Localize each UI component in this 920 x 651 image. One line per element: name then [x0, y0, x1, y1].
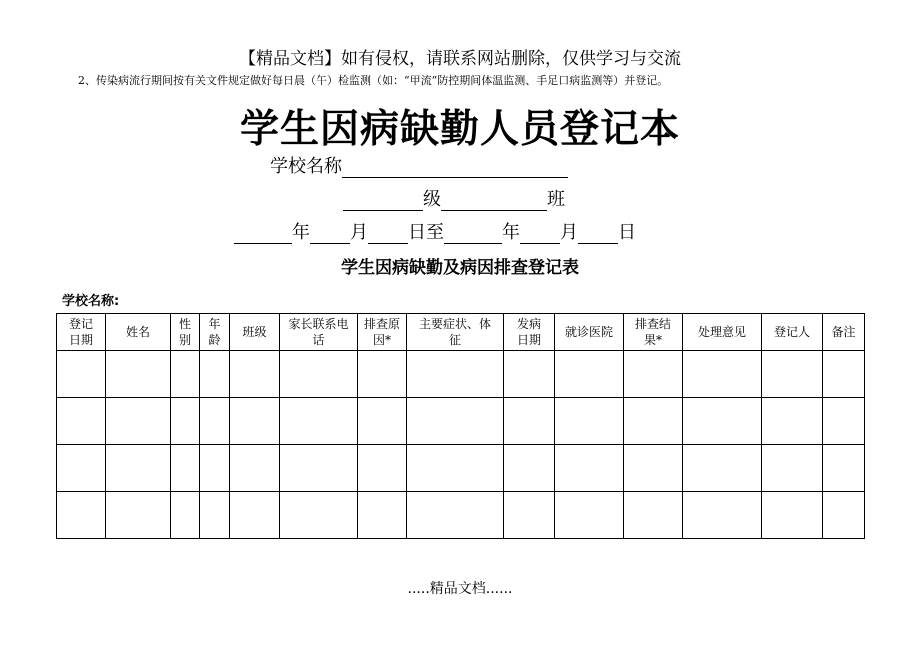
table-cell[interactable]: [171, 351, 200, 398]
start-year-label: 年: [292, 222, 310, 243]
table-cell[interactable]: [407, 351, 504, 398]
end-month-blank[interactable]: [520, 223, 560, 244]
table-cell[interactable]: [106, 398, 171, 445]
start-month-blank[interactable]: [310, 223, 350, 244]
table-cell[interactable]: [504, 445, 555, 492]
col-header: 家长联系电话: [280, 314, 358, 351]
table-cell[interactable]: [823, 398, 865, 445]
col-header: 班级: [230, 314, 280, 351]
table-cell[interactable]: [358, 445, 407, 492]
table-cell[interactable]: [106, 492, 171, 539]
col-header: 姓名: [106, 314, 171, 351]
table-cell[interactable]: [171, 445, 200, 492]
col-header: 就诊医院: [555, 314, 624, 351]
start-day-label: 日至: [408, 222, 444, 243]
table-cell[interactable]: [555, 351, 624, 398]
table-cell[interactable]: [280, 445, 358, 492]
table-cell[interactable]: [504, 351, 555, 398]
end-day-blank[interactable]: [578, 223, 618, 244]
table-cell[interactable]: [407, 445, 504, 492]
table-header-row: [57, 314, 865, 351]
table-cell[interactable]: [624, 398, 683, 445]
form-school-label: 学校名称:: [62, 294, 120, 309]
start-day-blank[interactable]: [368, 223, 408, 244]
table-cell[interactable]: [624, 445, 683, 492]
col-header: 登记人: [762, 314, 823, 351]
class-label: 班: [547, 189, 565, 210]
document-footer: .....精品文档......: [407, 581, 513, 597]
table-cell[interactable]: [106, 351, 171, 398]
table-cell[interactable]: [200, 398, 230, 445]
document-banner: 【精品文档】如有侵权，请联系网站删除，仅供学习与交流: [239, 49, 681, 69]
table-row: [57, 492, 865, 539]
end-day-label: 日: [618, 222, 636, 243]
col-header: 排查结果*: [624, 314, 683, 351]
table-cell[interactable]: [230, 351, 280, 398]
col-header: 备注: [823, 314, 865, 351]
table-cell[interactable]: [358, 351, 407, 398]
class-blank[interactable]: [441, 190, 547, 211]
start-month-label: 月: [350, 222, 368, 243]
table-cell[interactable]: [280, 351, 358, 398]
table-cell[interactable]: [57, 492, 106, 539]
table-cell[interactable]: [57, 398, 106, 445]
table-row: [57, 351, 865, 398]
grade-class-line: [343, 185, 565, 211]
col-header: 年龄: [200, 314, 230, 351]
table-cell[interactable]: [230, 398, 280, 445]
table-cell[interactable]: [683, 445, 762, 492]
table-cell[interactable]: [555, 445, 624, 492]
table-cell[interactable]: [171, 492, 200, 539]
table-cell[interactable]: [57, 351, 106, 398]
table-cell[interactable]: [762, 398, 823, 445]
col-header: 发病日期: [504, 314, 555, 351]
col-header: 排查原因*: [358, 314, 407, 351]
table-cell[interactable]: [683, 492, 762, 539]
grade-label: 级: [423, 189, 441, 210]
school-name-blank[interactable]: [342, 157, 568, 178]
table-cell[interactable]: [823, 492, 865, 539]
table-cell[interactable]: [624, 351, 683, 398]
table-cell[interactable]: [230, 445, 280, 492]
table-cell[interactable]: [683, 398, 762, 445]
col-header: 处理意见: [683, 314, 762, 351]
form-subtitle: 学生因病缺勤及病因排查登记表: [341, 258, 579, 278]
table-cell[interactable]: [230, 492, 280, 539]
table-cell[interactable]: [555, 492, 624, 539]
table-cell[interactable]: [504, 398, 555, 445]
table-row: [57, 398, 865, 445]
table-cell[interactable]: [280, 398, 358, 445]
table-cell[interactable]: [823, 351, 865, 398]
table-cell[interactable]: [407, 398, 504, 445]
table-cell[interactable]: [624, 492, 683, 539]
table-cell[interactable]: [358, 492, 407, 539]
table-cell[interactable]: [57, 445, 106, 492]
date-range-line: [234, 218, 636, 244]
table-cell[interactable]: [762, 445, 823, 492]
school-name-label: 学校名称: [270, 156, 342, 177]
table-cell[interactable]: [683, 351, 762, 398]
table-row: [57, 445, 865, 492]
registration-table: [56, 313, 865, 539]
end-year-label: 年: [502, 222, 520, 243]
table-cell[interactable]: [106, 445, 171, 492]
table-cell[interactable]: [171, 398, 200, 445]
table-cell[interactable]: [407, 492, 504, 539]
col-header: 性别: [171, 314, 200, 351]
page-title: 学生因病缺勤人员登记本: [239, 107, 680, 152]
table-cell[interactable]: [200, 351, 230, 398]
table-cell[interactable]: [555, 398, 624, 445]
table-cell[interactable]: [280, 492, 358, 539]
grade-blank[interactable]: [343, 190, 423, 211]
school-name-line: [270, 152, 568, 178]
table-cell[interactable]: [358, 398, 407, 445]
table-cell[interactable]: [823, 445, 865, 492]
table-cell[interactable]: [504, 492, 555, 539]
table-cell[interactable]: [762, 492, 823, 539]
table-cell[interactable]: [200, 445, 230, 492]
table-cell[interactable]: [762, 351, 823, 398]
col-header: 主要症状、体征: [407, 314, 504, 351]
end-year-blank[interactable]: [444, 223, 502, 244]
end-month-label: 月: [560, 222, 578, 243]
start-year-blank[interactable]: [234, 223, 292, 244]
col-header: 登记日期: [57, 314, 106, 351]
table-cell[interactable]: [200, 492, 230, 539]
notice-text: 2、传染病流行期间按有关文件规定做好每日晨（午）检监测（如：“甲流”防控期间体温监测、手足口病监测等）并登记。: [78, 74, 669, 87]
